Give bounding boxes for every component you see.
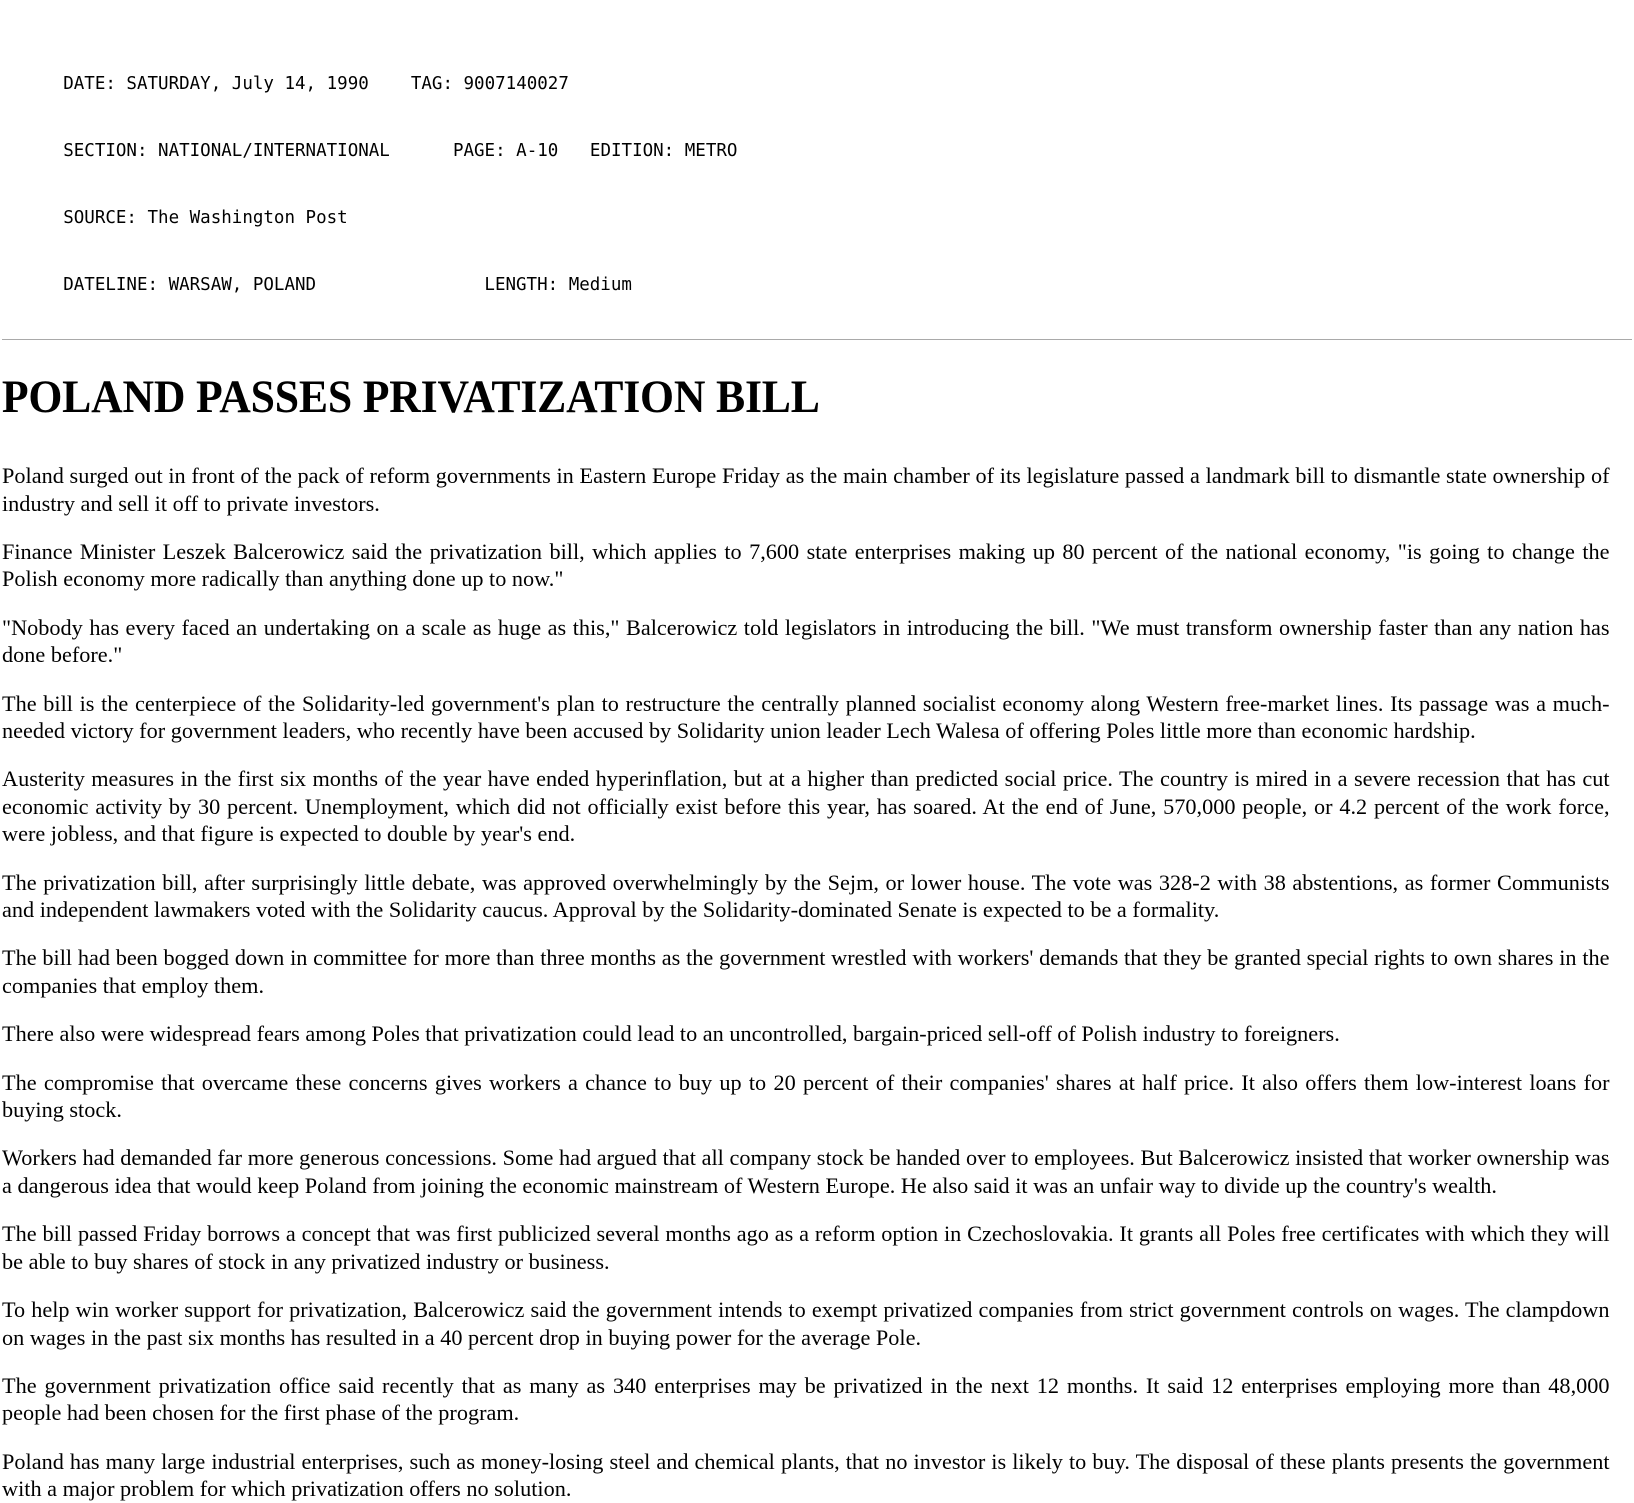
meta-row [0, 251, 1634, 295]
meta-tag: TAG: 9007140027 [410, 73, 569, 94]
meta-date: DATE: SATURDAY, July 14, 1990 [63, 73, 369, 94]
article-paragraph: Finance Minister Leszek Balcerowicz said the privatization bill, which applies to 7,600 state enterprises making up 80 percent of the national economy, "is going to change the Polish economy more radically than anything done up to now." [2, 538, 1610, 592]
article-paragraph: Poland surged out in front of the pack of reform governments in Eastern Europe Friday as the main chamber of its legislature passed a landmark bill to dismantle state ownership of industry and sell it off to private investors. [2, 463, 1610, 516]
article-paragraph: The compromise that overcame these concerns gives workers a chance to buy up to 20 percent of their companies' shares at half price. It also offers them low-interest loans for buying stock. [2, 1069, 1610, 1123]
article-meta-header [0, 0, 1634, 318]
article-paragraph: The bill passed Friday borrows a concept that was first publicized several months ago as a reform option in Czechoslovakia. It grants all Poles free certificates with which they will be able to buy shares of stock in any privatized industry or business. [2, 1221, 1610, 1274]
meta-row [0, 184, 1634, 228]
article-paragraph: Workers had demanded far more generous concessions. Some had argued that all company stock be handed over to employees. But Balcerowicz insisted that worker ownership was a dangerous idea that would keep Poland from joining the economic mainstream of Western Europe. He also said it was an unfair way to divide up the country's wealth. [2, 1145, 1610, 1198]
article-paragraph: To help win worker support for privatization, Balcerowicz said the government intends to exempt privatized companies from strict government controls on wages. The clampdown on wages in the past six months has resulted in a 40 percent drop in buying power for the average Pole. [2, 1297, 1610, 1350]
meta-section: SECTION: NATIONAL/INTERNATIONAL [63, 140, 390, 161]
meta-length: LENGTH: Medium [484, 274, 632, 295]
meta-row [0, 117, 1634, 161]
meta-source: SOURCE: The Washington Post [63, 207, 348, 228]
meta-dateline: DATELINE: WARSAW, POLAND [63, 274, 317, 295]
article-paragraph: There also were widespread fears among Poles that privatization could lead to an uncontrolled, bargain-priced sell-off of Polish industry to foreigners. [2, 1021, 1340, 1047]
meta-page-edition: PAGE: A-10 EDITION: METRO [452, 140, 738, 161]
meta-row [0, 51, 1634, 94]
article-paragraph: The bill had been bogged down in committee for more than three months as the government wrestled with workers' demands that they be granted special rights to own shares in the companies that employ them. [2, 945, 1610, 998]
article-paragraph: The government privatization office said recently that as many as 340 enterprises may be privatized in the next 12 months. It said 12 enterprises employing more than 48,000 people had been chosen for the first phase of the program. [2, 1372, 1610, 1426]
article-paragraph: The privatization bill, after surprisingly little debate, was approved overwhelmingly by the Sejm, or lower house. The vote was 328-2 with 38 abstentions, as former Communists and independent lawmakers voted with the Solidarity caucus. Approval by the Solidarity-dominated Senate is expected to be a formality. [2, 869, 1610, 923]
article-paragraph: Austerity measures in the first six months of the year have ended hyperinflation, but at a higher than predicted social price. The country is mired in a severe recession that has cut economic activity by 30 percent. Unemployment, which did not officially exist before this year, has soared. At the end of June, 570,000 people, or 4.2 percent of the work force, were jobless, and that figure is expected to double by year's end. [2, 766, 1610, 847]
article-paragraph: "Nobody has every faced an undertaking on a scale as huge as this," Balcerowicz told legislators in introducing the bill. "We must transform ownership faster than any nation has done before." [2, 614, 1610, 668]
page-title: POLAND PASSES PRIVATIZATION BILL [1, 371, 820, 424]
article-paragraph: Poland has many large industrial enterprises, such as money-losing steel and chemical plants, that no investor is likely to buy. The disposal of these plants presents the government with a major problem for which privatization offers no solution. [2, 1448, 1610, 1502]
article-paragraph: The bill is the centerpiece of the Solidarity-led government's plan to restructure the centrally planned socialist economy along Western free-market lines. Its passage was a much-needed victory for government leaders, who recently have been accused by Solidarity union leader Lech Walesa of offering Poles little more than economic hardship. [2, 690, 1610, 743]
article-body [0, 462, 1634, 1502]
